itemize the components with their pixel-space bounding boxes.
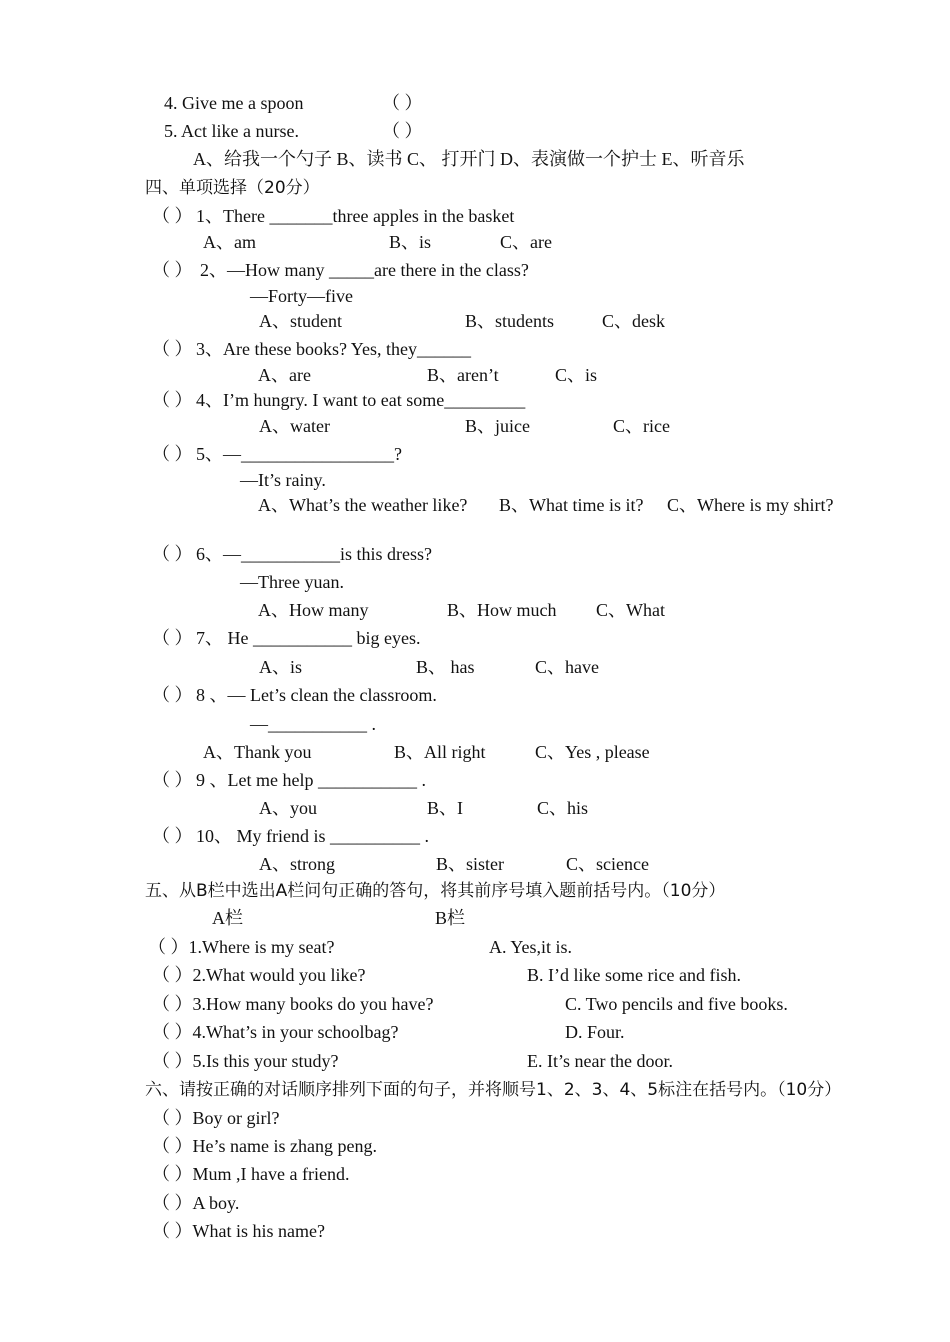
mc-option-b: B、All right [394,742,486,762]
mc-option-b: B、aren’t [427,365,499,385]
mc-question-stem: 9 、Let me help ___________ . [196,770,426,790]
match-answer: C. Two pencils and five books. [565,994,788,1014]
answer-bracket: （ ） [152,628,193,648]
mc-question-stem: 3、Are these books? Yes, they______ [196,339,471,359]
dialogue-sentence: （ ）Mum ,I have a friend. [152,1164,350,1184]
question-5-text: 5. Act like a nurse. [164,121,299,141]
mc-option-b: B、How much [447,600,557,620]
mc-dialogue-reply: —___________ . [250,714,376,734]
mc-option-b: B、 has [416,657,475,677]
answer-bracket: （ ） [152,770,193,790]
mc-option-a: A、is [259,657,303,677]
section-5-heading: 五、从B栏中选出A栏问句正确的答句，将其前序号填入题前括号内。（10分） [145,881,726,901]
column-b-label: B栏 [435,908,466,928]
mc-option-a: A、strong [259,854,335,874]
dialogue-sentence: （ ）Boy or girl? [152,1108,280,1128]
mc-option-b: B、juice [465,416,530,436]
mc-option-c: C、have [535,657,599,677]
matching-options: A、给我一个勺子 B、读书 C、 打开门 D、表演做一个护士 E、听音乐 [193,149,745,169]
dialogue-sentence: （ ）He’s name is zhang peng. [152,1136,377,1156]
mc-question-stem: 6、—___________is this dress? [196,544,432,564]
answer-bracket: （ ） [152,260,193,280]
answer-bracket: （ ） [152,390,193,410]
mc-option-c: C、desk [602,311,665,331]
match-answer: B. I’d like some rice and fish. [527,965,741,985]
dialogue-sentence: （ ）A boy. [152,1193,240,1213]
mc-question-stem: 5、—_________________? [196,444,402,464]
answer-bracket: （ ） [382,93,423,113]
mc-question-stem: 10、 My friend is __________ . [196,826,429,846]
mc-option-c: C、science [566,854,649,874]
mc-option-c: C、Where is my shirt? [667,495,834,515]
match-question: （ ）1.Where is my seat? [148,937,335,957]
mc-question-stem: 4、I’m hungry. I want to eat some_________ [196,390,526,410]
answer-bracket: （ ） [152,685,193,705]
answer-bracket: （ ） [152,544,193,564]
section-4-heading: 四、单项选择（20分） [145,178,320,198]
mc-option-a: A、am [203,232,256,252]
answer-bracket: （ ） [152,206,193,226]
match-answer: D. Four. [565,1022,625,1042]
mc-option-a: A、Thank you [203,742,312,762]
mc-option-a: A、How many [258,600,369,620]
section-6-heading: 六、请按正确的对话顺序排列下面的句子，并将顺号1、2、3、4、5标注在括号内。（10分） [145,1080,842,1100]
mc-question-stem: 7、 He ___________ big eyes. [196,628,421,648]
mc-option-a: A、are [258,365,311,385]
answer-bracket: （ ） [152,826,193,846]
mc-dialogue-reply: —Three yuan. [240,572,344,592]
mc-question-stem: 1、There _______three apples in the basket [196,206,515,226]
mc-option-b: B、students [465,311,555,331]
mc-option-b: B、What time is it? [499,495,644,515]
mc-option-c: C、What [596,600,665,620]
match-question: （ ）2.What would you like? [152,965,366,985]
mc-dialogue-reply: —It’s rainy. [240,470,326,490]
match-question: （ ）3.How many books do you have? [152,994,434,1014]
match-answer: A. Yes,it is. [489,937,573,957]
mc-option-c: C、his [537,798,589,818]
mc-dialogue-reply: —Forty—five [250,286,353,306]
answer-bracket: （ ） [382,121,423,141]
column-a-label: A栏 [212,908,243,928]
mc-option-a: A、water [259,416,330,436]
mc-option-c: C、Yes , please [535,742,650,762]
mc-question-stem: 2、—How many _____are there in the class? [200,260,529,280]
mc-option-a: A、student [259,311,342,331]
mc-question-stem: 8 、— Let’s clean the classroom. [196,685,437,705]
answer-bracket: （ ） [152,444,193,464]
match-answer: E. It’s near the door. [527,1051,673,1071]
mc-option-c: C、are [500,232,552,252]
question-4-text: 4. Give me a spoon [164,93,304,113]
mc-option-a: A、What’s the weather like? [258,495,468,515]
mc-option-a: A、you [259,798,317,818]
answer-bracket: （ ） [152,339,193,359]
dialogue-sentence: （ ）What is his name? [152,1221,325,1241]
mc-option-c: C、rice [613,416,670,436]
match-question: （ ）4.What’s in your schoolbag? [152,1022,399,1042]
match-question: （ ）5.Is this your study? [152,1051,339,1071]
mc-option-c: C、is [555,365,598,385]
mc-option-b: B、I [427,798,463,818]
mc-option-b: B、is [389,232,432,252]
mc-option-b: B、sister [436,854,505,874]
